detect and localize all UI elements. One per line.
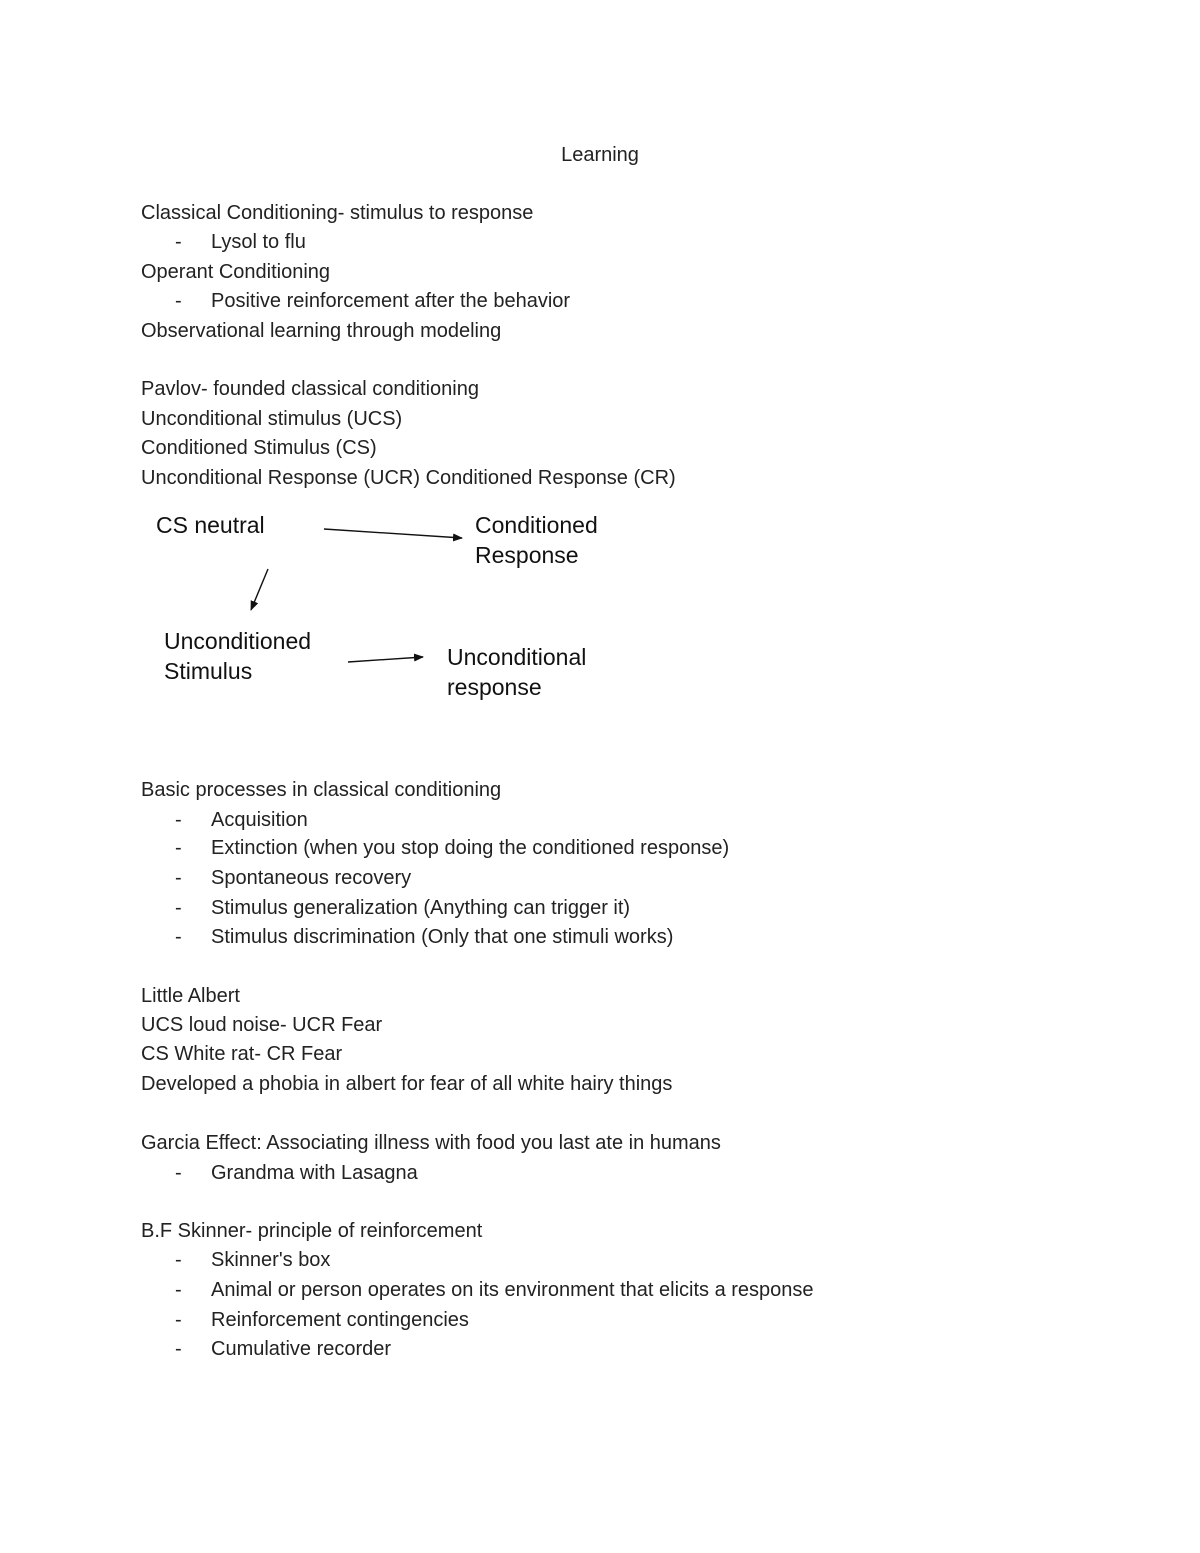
arrow-ucs-to-ucr — [348, 657, 423, 662]
conditioned-response-label-1: Conditioned — [475, 512, 598, 538]
bullet-dash: - — [175, 897, 182, 919]
bullet-dash: - — [175, 809, 182, 831]
conditioned-response-label-2: Response — [475, 542, 579, 568]
bullet-dash: - — [175, 1279, 182, 1301]
unconditioned-stimulus-label-2: Stimulus — [164, 658, 253, 684]
unconditioned-stimulus-label-1: Unconditioned — [164, 628, 312, 654]
list-item-text: Stimulus discrimination (Only that one stimuli works) — [211, 926, 674, 948]
list-item-text: Lysol to flu — [211, 231, 306, 253]
list-item-text: Positive reinforcement after the behavior — [211, 290, 571, 312]
cs-line: Conditioned Stimulus (CS) — [141, 437, 377, 459]
list-item-text: Grandma with Lasagna — [211, 1162, 418, 1184]
list-item-text: Acquisition — [211, 809, 308, 831]
arrow-cs-to-ucs — [251, 569, 268, 610]
unconditional-response-label-1: Unconditional — [447, 644, 587, 670]
bullet-dash: - — [175, 837, 182, 859]
list-item-text: Spontaneous recovery — [211, 867, 412, 889]
bullet-dash: - — [175, 1309, 182, 1331]
bullet-dash: - — [175, 1249, 182, 1271]
little-albert-line: Little Albert — [141, 985, 240, 1007]
unconditional-response-label-2: response — [447, 674, 542, 700]
classical-conditioning-line: Classical Conditioning- stimulus to response — [141, 202, 534, 224]
ucr-cr-line: Unconditional Response (UCR) Conditioned Response (CR) — [141, 467, 676, 489]
garcia-effect-heading: Garcia Effect: Associating illness with food you last ate in humans — [141, 1132, 721, 1154]
bullet-dash: - — [175, 290, 182, 312]
pavlov-line: Pavlov- founded classical conditioning — [141, 378, 479, 400]
list-item-text: Extinction (when you stop doing the conditioned response) — [211, 837, 730, 859]
observational-learning-line: Observational learning through modeling — [141, 320, 502, 342]
basic-processes-heading: Basic processes in classical conditioning — [141, 779, 502, 801]
cs-white-rat-line: CS White rat- CR Fear — [141, 1043, 343, 1065]
list-item-text: Skinner's box — [211, 1249, 331, 1271]
bullet-dash: - — [175, 231, 182, 253]
phobia-line: Developed a phobia in albert for fear of all white hairy things — [141, 1073, 673, 1095]
list-item-text: Reinforcement contingencies — [211, 1309, 469, 1331]
list-item-text: Cumulative recorder — [211, 1338, 392, 1360]
page-title: Learning — [561, 144, 639, 166]
ucs-loud-noise-line: UCS loud noise- UCR Fear — [141, 1014, 383, 1036]
operant-conditioning-line: Operant Conditioning — [141, 261, 331, 283]
arrow-cs-to-cr — [324, 529, 462, 538]
ucs-line: Unconditional stimulus (UCS) — [141, 408, 403, 430]
list-item-text: Animal or person operates on its environment that elicits a response — [211, 1279, 814, 1301]
list-item-text: Stimulus generalization (Anything can trigger it) — [211, 897, 631, 919]
bullet-dash: - — [175, 1162, 182, 1184]
bullet-dash: - — [175, 1338, 182, 1360]
bullet-dash: - — [175, 867, 182, 889]
bullet-dash: - — [175, 926, 182, 948]
cs-neutral-label: CS neutral — [156, 512, 265, 538]
skinner-heading: B.F Skinner- principle of reinforcement — [141, 1220, 483, 1242]
